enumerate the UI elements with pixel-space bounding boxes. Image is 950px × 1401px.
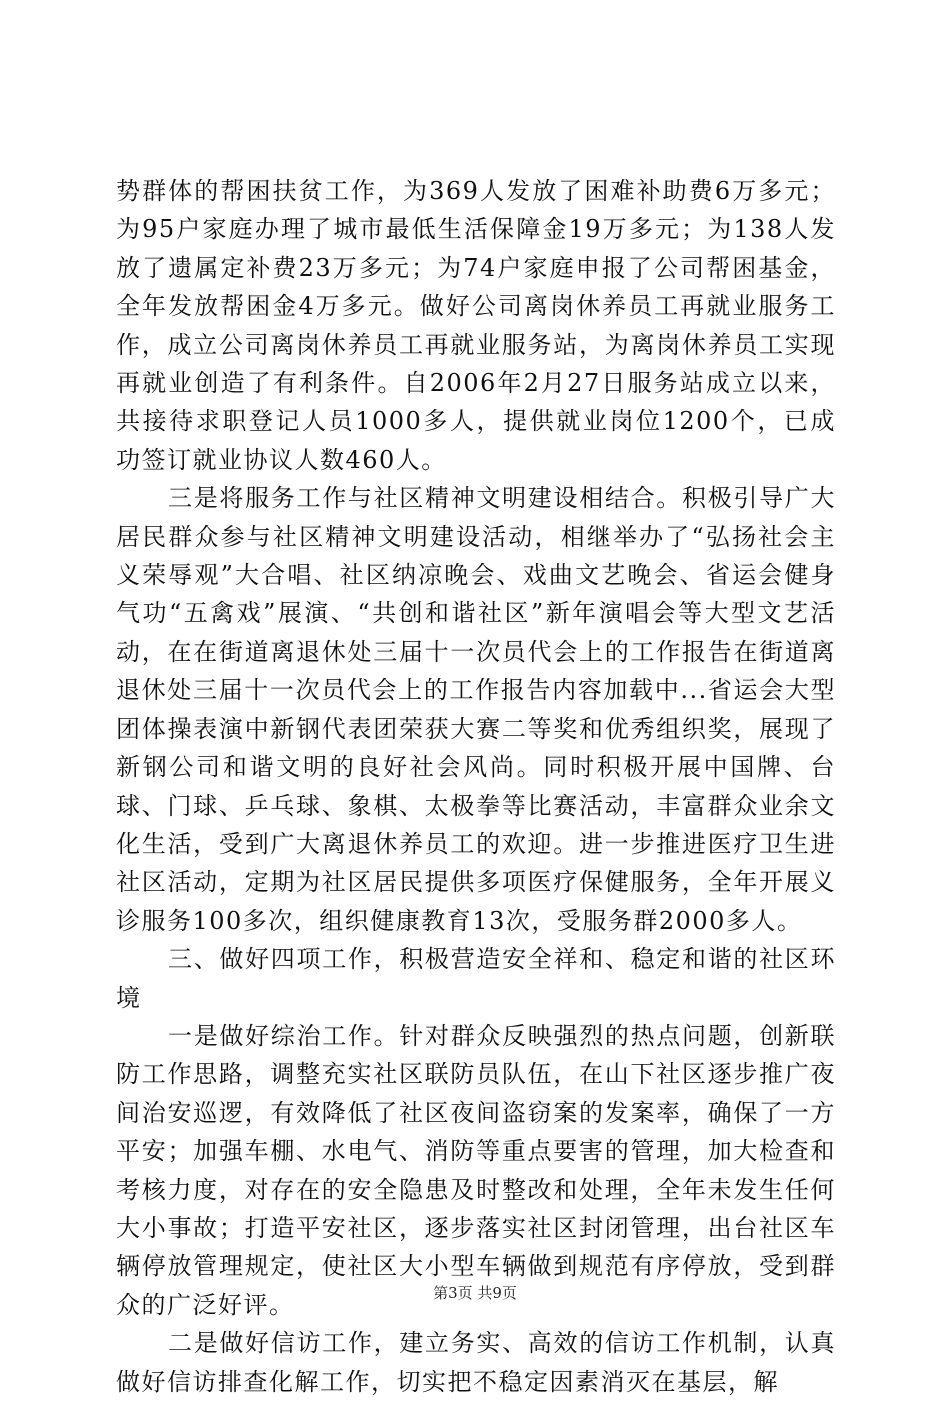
page-footer: 第3页 共9页	[433, 1284, 517, 1302]
paragraph-5: 二是做好信访工作，建立务实、高效的信访工作机制，认真做好信访排查化解工作，切实把不稳定因素消灭在基层，解	[116, 1329, 836, 1396]
paragraph-4: 一是做好综治工作。针对群众反映强烈的热点问题，创新联防工作思路，调整充实社区联防员队伍，在山下社区逐步推广夜间治安巡逻，有效降低了社区夜间盗窃案的发案率，确保了一方平安；加强车棚、水电气、消防等重点要害的管理，加大检查和考核力度，对存在的安全隐患及时整改和处理，全年未发生任何大小事故；打造平安社区，逐步落实社区封闭管理，出台社区车辆停放管理规定，使社区大小型车辆做到规范有序停放，受到群众的广泛好评。	[116, 1021, 836, 1319]
document-body	[116, 172, 836, 1401]
paragraph-1: 势群体的帮困扶贫工作，为369人发放了困难补助费6万多元；为95户家庭办理了城市最低生活保障金19万多元；为138人发放了遗属定补费23万多元；为74户家庭申报了公司帮困基金，全年发放帮困金4万多元。做好公司离岗休养员工再就业服务工作，成立公司离岗休养员工再就业服务站，为离岗休养员工实现再就业创造了有利条件。自2006年2月27日服务站成立以来，共接待求职登记人员1000多人，提供就业岗位1200个，已成功签订就业协议人数460人。	[116, 177, 836, 474]
section-heading-3: 三、做好四项工作，积极营造安全祥和、稳定和谐的社区环境	[116, 945, 836, 1012]
paragraph-2: 三是将服务工作与社区精神文明建设相结合。积极引导广大居民群众参与社区精神文明建设活动，相继举办了“弘扬社会主义荣辱观”大合唱、社区纳凉晚会、戏曲文艺晚会、省运会健身气功“五禽戏”展演、“共创和谐社区”新年演唱会等大型文艺活动，在在街道离退休处三届十一次员代会上的工作报告在街道离退休处三届十一次员代会上的工作报告内容加载中...省运会大型团体操表演中新钢代表团荣获大赛二等奖和优秀组织奖，展现了新钢公司和谐文明的良好社会风尚。同时积极开展中国牌、台球、门球、乒乓球、象棋、太极拳等比赛活动，丰富群众业余文化生活，受到广大离退休养员工的欢迎。进一步推进医疗卫生进社区活动，定期为社区居民提供多项医疗保健服务，全年开展义诊服务100多次，组织健康教育13次，受服务群2000多人。	[116, 484, 836, 935]
